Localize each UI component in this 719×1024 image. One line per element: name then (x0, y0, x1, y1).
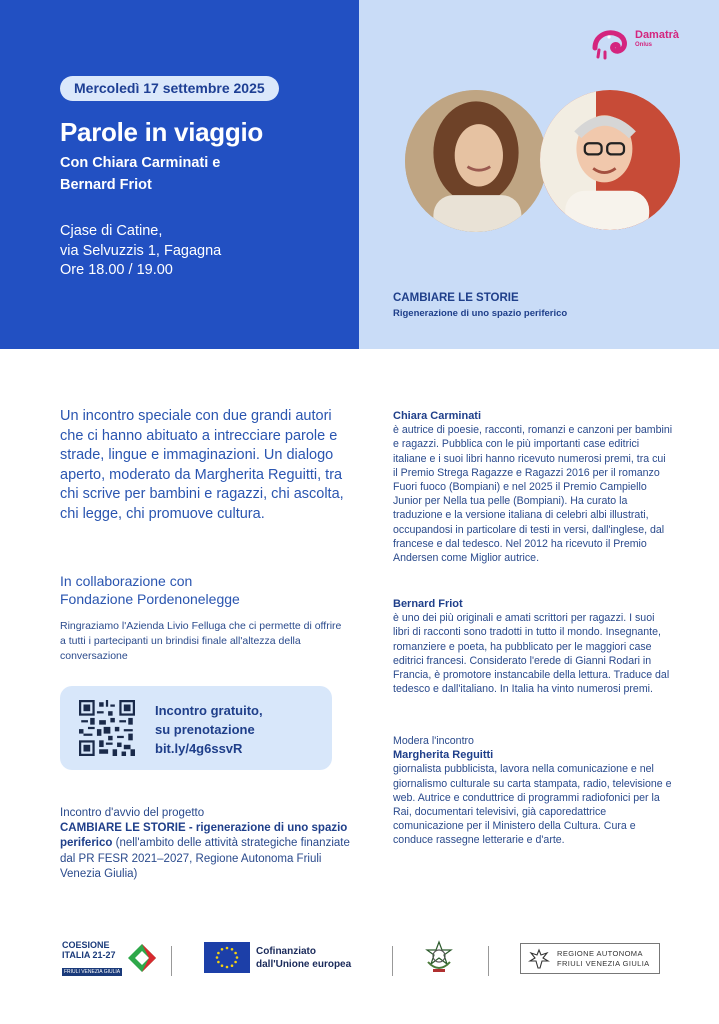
logo-subtitle: Onlus (635, 42, 653, 48)
collab-partner: Fondazione Pordenonelegge (60, 591, 240, 607)
collaboration-text (60, 572, 350, 608)
portrait-woman-icon (405, 90, 547, 232)
intro-paragraph: Un incontro speciale con due grandi autori che ci hanno abituato a intrecciare parole e strade, lingue e immaginazioni. Un dialogo aperto, moderato da Margherita Reguitti, tra chi scrive per bambini e ragazzi, chi ascolta, chi legge, chi promuove cultura. (60, 408, 344, 522)
eu-flag-icon (204, 942, 250, 973)
bio-text: giornalista pubblicista, lavora nella comunicazione e nel giornalismo culturale su carta stampata, radio, televisione e web. Autrice e conduttrice di programmi radiofonici per la Rai, documentari televisivi, già caporedattrice comunicazione per il Ministero della Cultura. Cura e conduce rassegne letterarie e d'arte. (393, 763, 672, 847)
coesione-line: ITALIA 21-27 (62, 950, 116, 960)
italian-republic-emblem-icon (424, 940, 454, 974)
footnote-lead: Incontro d'avvio del progetto (60, 807, 205, 819)
booking-card (60, 686, 332, 770)
footnote-project-name: CAMBIARE LE STORIE - rigenerazione di uno spazio periferico (60, 822, 348, 850)
booking-text (155, 701, 263, 758)
collab-line: In collaborazione con (60, 573, 193, 589)
logo-divider (392, 946, 393, 976)
project-title: CAMBIARE LE STORIE (393, 292, 519, 304)
logo-name: Damatrà (635, 29, 680, 41)
eu-line: Cofinanziato (256, 946, 316, 957)
event-venue (60, 222, 320, 281)
bio-name: Margherita Reguitti (393, 749, 494, 762)
bio-text: è uno dei più originali e amati scrittori per ragazzi. I suoi libri di racconti sono tradotti in tutto il mondo. Insegnante, romanziere e poeta, ha pubblicato per le maggiori case editrici francesi. Considerato l'erede di Gianni Rodari in Francia, è promotore instancabile della lettura. Traduce dal tedesco e dall'italiano. In Italia ha vinto numerosi premi. (393, 612, 670, 696)
eu-cofunding-text (256, 945, 351, 971)
event-subtitle (60, 152, 280, 196)
qr-code-icon[interactable] (79, 700, 135, 756)
fvg-line: FRIULI VENEZIA GIULIA (557, 959, 650, 968)
portrait-man-icon (540, 90, 680, 230)
project-footnote (60, 806, 350, 882)
chameleon-icon (591, 28, 631, 60)
logo-divider (488, 946, 489, 976)
subtitle-line: Bernard Friot (60, 177, 152, 193)
coesione-arrow-icon (126, 942, 158, 974)
venue-time: Ore 18.00 / 19.00 (60, 262, 173, 278)
thanks-text: Ringraziamo l'Azienda Livio Felluga che ci permette di offrire a tutti i partecipanti un brindisi finale all'altezza della conversazione (60, 620, 342, 663)
partner-logos (0, 936, 719, 986)
booking-line: Incontro gratuito, (155, 703, 263, 718)
coesione-italia-logo (62, 940, 122, 978)
booking-link[interactable]: bit.ly/4g6ssvR (155, 741, 243, 756)
eagle-icon (527, 947, 551, 971)
date-badge: Mercoledì 17 settembre 2025 (60, 76, 279, 101)
footnote-rest: (nell'ambito delle attività strategiche finanziate dal PR FESR 2021–2027, Regione Autonoma Friuli Venezia Giulia) (60, 837, 350, 880)
bio-bernard-friot (393, 597, 673, 696)
bio-name: Bernard Friot (393, 598, 463, 610)
regione-fvg-logo (520, 943, 660, 974)
bio-text: è autrice di poesie, racconti, romanzi e canzoni per bambini e ragazzi. Pubblica con le più importanti case editrici italiane e i suoi libri hanno ricevuto numerosi premi, tra cui il Premio Strega Ragazze e Ragazzi 2016 per il romanzo Fuori fuoco (Bompiani) e nel 2025 il Premio Campiello Junior per Nella tua pelle (Bompiani). Ha curato la traduzione e la versione italiana di celebri albi illustrati, occupandosi in particolare di testi in versi, dall'inglese, dal francese e dal tedesco. Nel 2012 ha ricevuto il Premio Andersen come Miglior autrice. (393, 424, 673, 565)
coesione-region: FRIULI VENEZIA GIULIA (64, 969, 121, 975)
bio-name: Chiara Carminati (393, 410, 482, 422)
logo-divider (171, 946, 172, 976)
project-subtitle: Rigenerazione di uno spazio periferico (393, 308, 568, 319)
fvg-text (557, 949, 650, 969)
photo-bernard-friot (540, 90, 680, 230)
event-title: Parole in viaggio (60, 117, 263, 147)
photo-chiara-carminati (405, 90, 547, 232)
eu-line: dall'Unione europea (256, 959, 352, 970)
bio-moderator (393, 734, 673, 848)
subtitle-line: Con Chiara Carminati e (60, 155, 221, 171)
coesione-line: COESIONE (62, 940, 110, 950)
bio-chiara-carminati (393, 409, 673, 565)
venue-line: Cjase di Catine, (60, 223, 163, 239)
booking-line: su prenotazione (155, 722, 255, 737)
moderator-label: Modera l'incontro (393, 735, 474, 747)
fvg-line: REGIONE AUTONOMA (557, 949, 643, 958)
venue-line: via Selvuzzis 1, Fagagna (60, 242, 222, 259)
